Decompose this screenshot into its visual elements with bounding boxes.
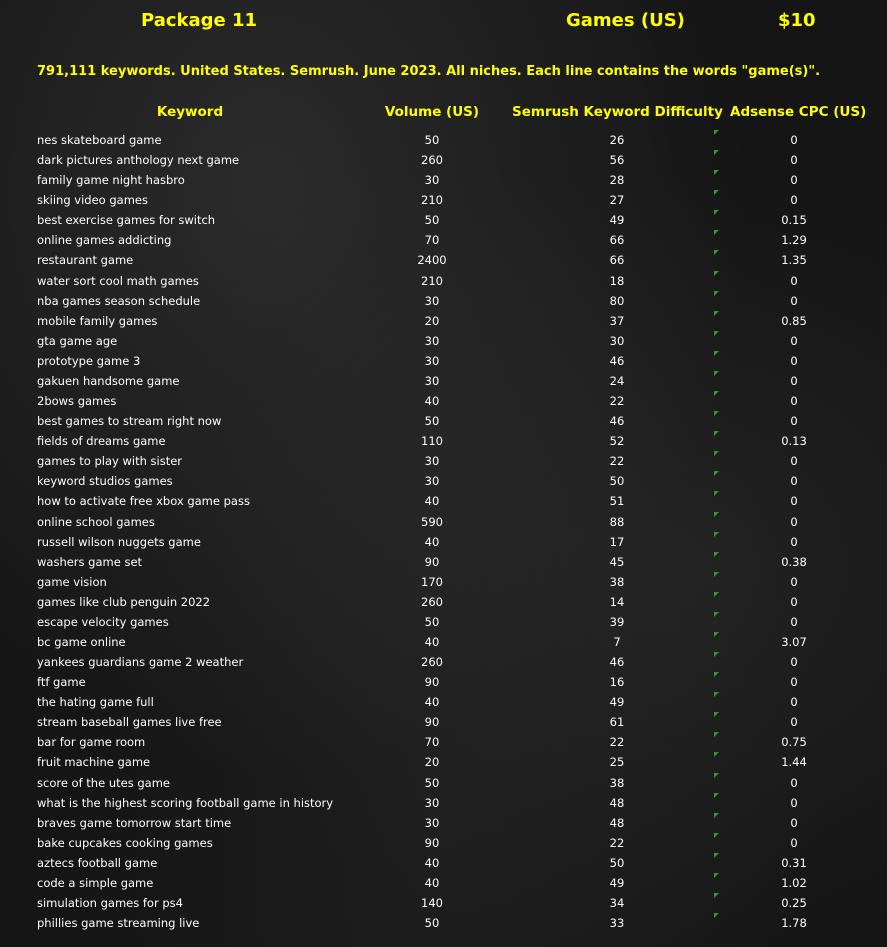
cell-comment-marker-icon xyxy=(714,913,719,918)
keyword-cell: online games addicting xyxy=(37,233,172,248)
difficulty-cell: 50 xyxy=(609,474,625,489)
cell-comment-marker-icon xyxy=(714,572,719,577)
keyword-cell: water sort cool math games xyxy=(37,273,199,288)
keyword-cell: simulation games for ps4 xyxy=(37,896,183,911)
table-row xyxy=(0,512,887,532)
cell-comment-marker-icon xyxy=(714,230,719,235)
cpc-cell: 0 xyxy=(790,353,798,368)
difficulty-cell: 33 xyxy=(609,916,625,931)
difficulty-cell: 45 xyxy=(609,554,625,569)
cell-comment-marker-icon xyxy=(714,532,719,537)
difficulty-cell: 56 xyxy=(609,153,625,168)
keyword-cell: what is the highest scoring football game in history xyxy=(37,795,334,810)
cpc-cell: 0 xyxy=(790,695,798,710)
cpc-cell: 0 xyxy=(790,574,798,589)
cell-comment-marker-icon xyxy=(714,391,719,396)
difficulty-cell: 46 xyxy=(609,655,625,670)
cell-comment-marker-icon xyxy=(714,150,719,155)
keyword-cell: best exercise games for switch xyxy=(37,213,216,228)
difficulty-cell: 7 xyxy=(613,635,621,649)
keyword-cell: braves game tomorrow start time xyxy=(37,815,232,830)
difficulty-cell: 25 xyxy=(609,755,625,770)
cell-comment-marker-icon xyxy=(714,752,719,757)
volume-cell: 50 xyxy=(424,213,440,228)
cpc-cell: 0 xyxy=(790,273,798,288)
volume-cell: 50 xyxy=(424,916,440,931)
cell-comment-marker-icon xyxy=(714,793,719,798)
cpc-cell: 0 xyxy=(790,614,798,629)
cell-comment-marker-icon xyxy=(714,311,719,316)
difficulty-cell: 49 xyxy=(609,875,625,890)
cell-comment-marker-icon xyxy=(714,612,719,617)
price-label: $10 xyxy=(778,10,816,31)
difficulty-cell: 14 xyxy=(609,594,625,609)
cpc-cell: 1.44 xyxy=(781,755,807,770)
column-header-difficulty: Semrush Keyword Difficulty xyxy=(512,104,723,120)
difficulty-cell: 61 xyxy=(609,715,625,730)
difficulty-cell: 66 xyxy=(609,253,625,268)
volume-cell: 260 xyxy=(421,594,443,609)
volume-cell: 20 xyxy=(424,313,440,328)
table-row xyxy=(0,411,887,431)
cpc-cell: 0.15 xyxy=(781,213,807,228)
keyword-cell: bar for game room xyxy=(37,735,146,750)
cell-comment-marker-icon xyxy=(714,210,719,215)
difficulty-cell: 39 xyxy=(609,614,625,629)
keyword-cell: ftf game xyxy=(37,675,86,690)
table-row xyxy=(0,331,887,351)
category-title: Games (US) xyxy=(566,10,685,31)
keyword-cell: nes skateboard game xyxy=(37,133,162,147)
cpc-cell: 0 xyxy=(790,474,798,489)
difficulty-cell: 46 xyxy=(609,353,625,368)
cpc-cell: 1.02 xyxy=(781,875,807,890)
keyword-cell: stream baseball games live free xyxy=(37,715,222,730)
table-row xyxy=(0,712,887,732)
volume-cell: 90 xyxy=(424,675,440,690)
volume-cell: 90 xyxy=(424,554,440,569)
table-row xyxy=(0,773,887,793)
difficulty-cell: 38 xyxy=(609,574,625,589)
cell-comment-marker-icon xyxy=(714,813,719,818)
cpc-cell: 0 xyxy=(790,494,798,509)
cell-comment-marker-icon xyxy=(714,652,719,657)
keyword-cell: code a simple game xyxy=(37,875,154,890)
cell-comment-marker-icon xyxy=(714,371,719,376)
cpc-cell: 1.35 xyxy=(781,253,807,268)
cell-comment-marker-icon xyxy=(714,190,719,195)
volume-cell: 40 xyxy=(424,875,440,890)
cpc-cell: 0.85 xyxy=(781,313,807,328)
table-row xyxy=(0,873,887,893)
table-row xyxy=(0,311,887,331)
table-row xyxy=(0,210,887,230)
cpc-cell: 0 xyxy=(790,293,798,308)
table-row xyxy=(0,612,887,632)
keyword-cell: prototype game 3 xyxy=(37,353,141,368)
cpc-cell: 0 xyxy=(790,534,798,549)
keyword-cell: online school games xyxy=(37,514,155,529)
difficulty-cell: 26 xyxy=(609,133,625,147)
cpc-cell: 0 xyxy=(790,775,798,790)
cpc-cell: 0.13 xyxy=(781,434,807,449)
table-row xyxy=(0,150,887,170)
cpc-cell: 0 xyxy=(790,675,798,690)
cell-comment-marker-icon xyxy=(714,271,719,276)
cpc-cell: 0 xyxy=(790,173,798,188)
cell-comment-marker-icon xyxy=(714,291,719,296)
keyword-cell: russell wilson nuggets game xyxy=(37,534,201,549)
table-row xyxy=(0,371,887,391)
difficulty-cell: 17 xyxy=(609,534,625,549)
keyword-cell: yankees guardians game 2 weather xyxy=(37,655,244,670)
table-row xyxy=(0,732,887,752)
volume-cell: 260 xyxy=(421,655,443,670)
difficulty-cell: 50 xyxy=(609,855,625,870)
cell-comment-marker-icon xyxy=(714,873,719,878)
table-row xyxy=(0,291,887,311)
table-row xyxy=(0,752,887,772)
table-row xyxy=(0,692,887,712)
volume-cell: 30 xyxy=(424,173,440,188)
difficulty-cell: 22 xyxy=(609,394,625,409)
cell-comment-marker-icon xyxy=(714,552,719,557)
table-row xyxy=(0,230,887,250)
keyword-cell: best games to stream right now xyxy=(37,414,222,429)
keyword-cell: skiing video games xyxy=(37,193,148,208)
keyword-cell: bake cupcakes cooking games xyxy=(37,835,213,850)
cpc-cell: 0 xyxy=(790,655,798,670)
volume-cell: 90 xyxy=(424,835,440,850)
cpc-cell: 0 xyxy=(790,133,798,147)
volume-cell: 30 xyxy=(424,373,440,388)
volume-cell: 40 xyxy=(424,855,440,870)
volume-cell: 70 xyxy=(424,233,440,248)
cpc-cell: 1.29 xyxy=(781,233,807,248)
keyword-cell: dark pictures anthology next game xyxy=(37,153,240,168)
difficulty-cell: 34 xyxy=(609,896,625,911)
column-header-volume: Volume (US) xyxy=(384,104,480,120)
cell-comment-marker-icon xyxy=(714,853,719,858)
cell-comment-marker-icon xyxy=(714,471,719,476)
volume-cell: 20 xyxy=(424,755,440,770)
table-row xyxy=(0,652,887,672)
cpc-cell: 0 xyxy=(790,514,798,529)
table-row xyxy=(0,532,887,552)
volume-cell: 30 xyxy=(424,815,440,830)
keyword-cell: the hating game full xyxy=(37,695,154,710)
volume-cell: 30 xyxy=(424,474,440,489)
keyword-cell: games to play with sister xyxy=(37,454,183,469)
cell-comment-marker-icon xyxy=(714,732,719,737)
keyword-cell: bc game online xyxy=(37,635,126,649)
volume-cell: 110 xyxy=(421,434,443,449)
volume-cell: 50 xyxy=(424,614,440,629)
table-row xyxy=(0,813,887,833)
table-row xyxy=(0,893,887,913)
table-row xyxy=(0,572,887,592)
keyword-cell: gta game age xyxy=(37,333,118,348)
keyword-cell: games like club penguin 2022 xyxy=(37,594,211,609)
volume-cell: 30 xyxy=(424,333,440,348)
difficulty-cell: 66 xyxy=(609,233,625,248)
volume-cell: 40 xyxy=(424,394,440,409)
cpc-cell: 0 xyxy=(790,153,798,168)
cell-comment-marker-icon xyxy=(714,431,719,436)
volume-cell: 40 xyxy=(424,534,440,549)
keyword-cell: restaurant game xyxy=(37,253,134,268)
cell-comment-marker-icon xyxy=(714,250,719,255)
cell-comment-marker-icon xyxy=(714,491,719,496)
table-row xyxy=(0,471,887,491)
cell-comment-marker-icon xyxy=(714,170,719,175)
volume-cell: 90 xyxy=(424,715,440,730)
keyword-cell: family game night hasbro xyxy=(37,173,185,188)
cell-comment-marker-icon xyxy=(714,632,719,637)
difficulty-cell: 22 xyxy=(609,735,625,750)
keyword-cell: how to activate free xbox game pass xyxy=(37,494,250,509)
cell-comment-marker-icon xyxy=(714,331,719,336)
volume-cell: 210 xyxy=(421,273,443,288)
table-row xyxy=(0,351,887,371)
keyword-cell: aztecs football game xyxy=(37,855,158,870)
difficulty-cell: 22 xyxy=(609,454,625,469)
keyword-cell: gakuen handsome game xyxy=(37,373,180,388)
table-row xyxy=(0,672,887,692)
difficulty-cell: 28 xyxy=(609,173,625,188)
volume-cell: 40 xyxy=(424,635,440,649)
table-row xyxy=(0,170,887,190)
cell-comment-marker-icon xyxy=(714,130,719,135)
volume-cell: 260 xyxy=(421,153,443,168)
difficulty-cell: 46 xyxy=(609,414,625,429)
keyword-cell: fruit machine game xyxy=(37,755,151,770)
cell-comment-marker-icon xyxy=(714,411,719,416)
volume-cell: 210 xyxy=(421,193,443,208)
table-row xyxy=(0,552,887,572)
cpc-cell: 0 xyxy=(790,795,798,810)
cpc-cell: 0.75 xyxy=(781,735,807,750)
cpc-cell: 1.78 xyxy=(781,916,807,931)
difficulty-cell: 49 xyxy=(609,213,625,228)
cell-comment-marker-icon xyxy=(714,512,719,517)
cpc-cell: 0.25 xyxy=(781,896,807,911)
cpc-cell: 0.31 xyxy=(781,855,807,870)
difficulty-cell: 48 xyxy=(609,795,625,810)
table-row xyxy=(0,632,887,652)
volume-cell: 50 xyxy=(424,133,440,147)
cell-comment-marker-icon xyxy=(714,672,719,677)
table-row xyxy=(0,271,887,291)
volume-cell: 30 xyxy=(424,293,440,308)
table-row xyxy=(0,592,887,612)
volume-cell: 590 xyxy=(421,514,443,529)
cell-comment-marker-icon xyxy=(714,692,719,697)
cpc-cell: 0 xyxy=(790,193,798,208)
difficulty-cell: 37 xyxy=(609,313,625,328)
cpc-cell: 0 xyxy=(790,373,798,388)
cpc-cell: 0 xyxy=(790,333,798,348)
column-header-cpc: Adsense CPC (US) xyxy=(730,104,867,120)
volume-cell: 2400 xyxy=(417,253,447,268)
keyword-cell: washers game set xyxy=(37,554,143,569)
cpc-cell: 0 xyxy=(790,394,798,409)
cpc-cell: 0.38 xyxy=(781,554,807,569)
keyword-cell: 2bows games xyxy=(37,394,117,409)
column-header-keyword: Keyword xyxy=(156,104,224,120)
difficulty-cell: 27 xyxy=(609,193,625,208)
difficulty-cell: 38 xyxy=(609,775,625,790)
difficulty-cell: 52 xyxy=(609,434,625,449)
keyword-cell: mobile family games xyxy=(37,313,158,328)
cell-comment-marker-icon xyxy=(714,833,719,838)
cpc-cell: 0 xyxy=(790,414,798,429)
difficulty-cell: 30 xyxy=(609,333,625,348)
volume-cell: 50 xyxy=(424,414,440,429)
cell-comment-marker-icon xyxy=(714,773,719,778)
table-row xyxy=(0,833,887,853)
keyword-cell: keyword studios games xyxy=(37,474,173,489)
difficulty-cell: 49 xyxy=(609,695,625,710)
cell-comment-marker-icon xyxy=(714,451,719,456)
volume-cell: 40 xyxy=(424,494,440,509)
volume-cell: 30 xyxy=(424,454,440,469)
volume-cell: 30 xyxy=(424,353,440,368)
difficulty-cell: 24 xyxy=(609,373,625,388)
keyword-cell: game vision xyxy=(37,574,107,589)
keyword-cell: escape velocity games xyxy=(37,614,169,629)
cell-comment-marker-icon xyxy=(714,592,719,597)
table-row xyxy=(0,853,887,873)
volume-cell: 140 xyxy=(421,896,443,911)
difficulty-cell: 16 xyxy=(609,675,625,690)
volume-cell: 170 xyxy=(421,574,443,589)
cell-comment-marker-icon xyxy=(714,351,719,356)
volume-cell: 40 xyxy=(424,695,440,710)
cpc-cell: 0 xyxy=(790,454,798,469)
cpc-cell: 0 xyxy=(790,715,798,730)
cpc-cell: 3.07 xyxy=(781,635,807,649)
difficulty-cell: 48 xyxy=(609,815,625,830)
difficulty-cell: 88 xyxy=(609,514,625,529)
table-row xyxy=(0,913,887,933)
difficulty-cell: 22 xyxy=(609,835,625,850)
volume-cell: 30 xyxy=(424,795,440,810)
table-row xyxy=(0,190,887,210)
keyword-cell: nba games season schedule xyxy=(37,293,201,308)
package-title: Package 11 xyxy=(141,10,258,31)
keyword-cell: score of the utes game xyxy=(37,775,170,790)
table-row xyxy=(0,391,887,411)
difficulty-cell: 51 xyxy=(609,494,625,509)
keyword-cell: fields of dreams game xyxy=(37,434,166,449)
table-row xyxy=(0,491,887,511)
cell-comment-marker-icon xyxy=(714,712,719,717)
table-row xyxy=(0,130,887,150)
volume-cell: 50 xyxy=(424,775,440,790)
volume-cell: 70 xyxy=(424,735,440,750)
cpc-cell: 0 xyxy=(790,815,798,830)
cell-comment-marker-icon xyxy=(714,893,719,898)
table-row xyxy=(0,431,887,451)
table-row xyxy=(0,451,887,471)
keyword-cell: phillies game streaming live xyxy=(37,916,200,931)
cpc-cell: 0 xyxy=(790,835,798,850)
table-row xyxy=(0,793,887,813)
difficulty-cell: 80 xyxy=(609,293,625,308)
description-line: 791,111 keywords. United States. Semrush. June 2023. All niches. Each line contains the words "game(s)". xyxy=(37,64,821,79)
table-row xyxy=(0,250,887,270)
difficulty-cell: 18 xyxy=(609,273,625,288)
cpc-cell: 0 xyxy=(790,594,798,609)
